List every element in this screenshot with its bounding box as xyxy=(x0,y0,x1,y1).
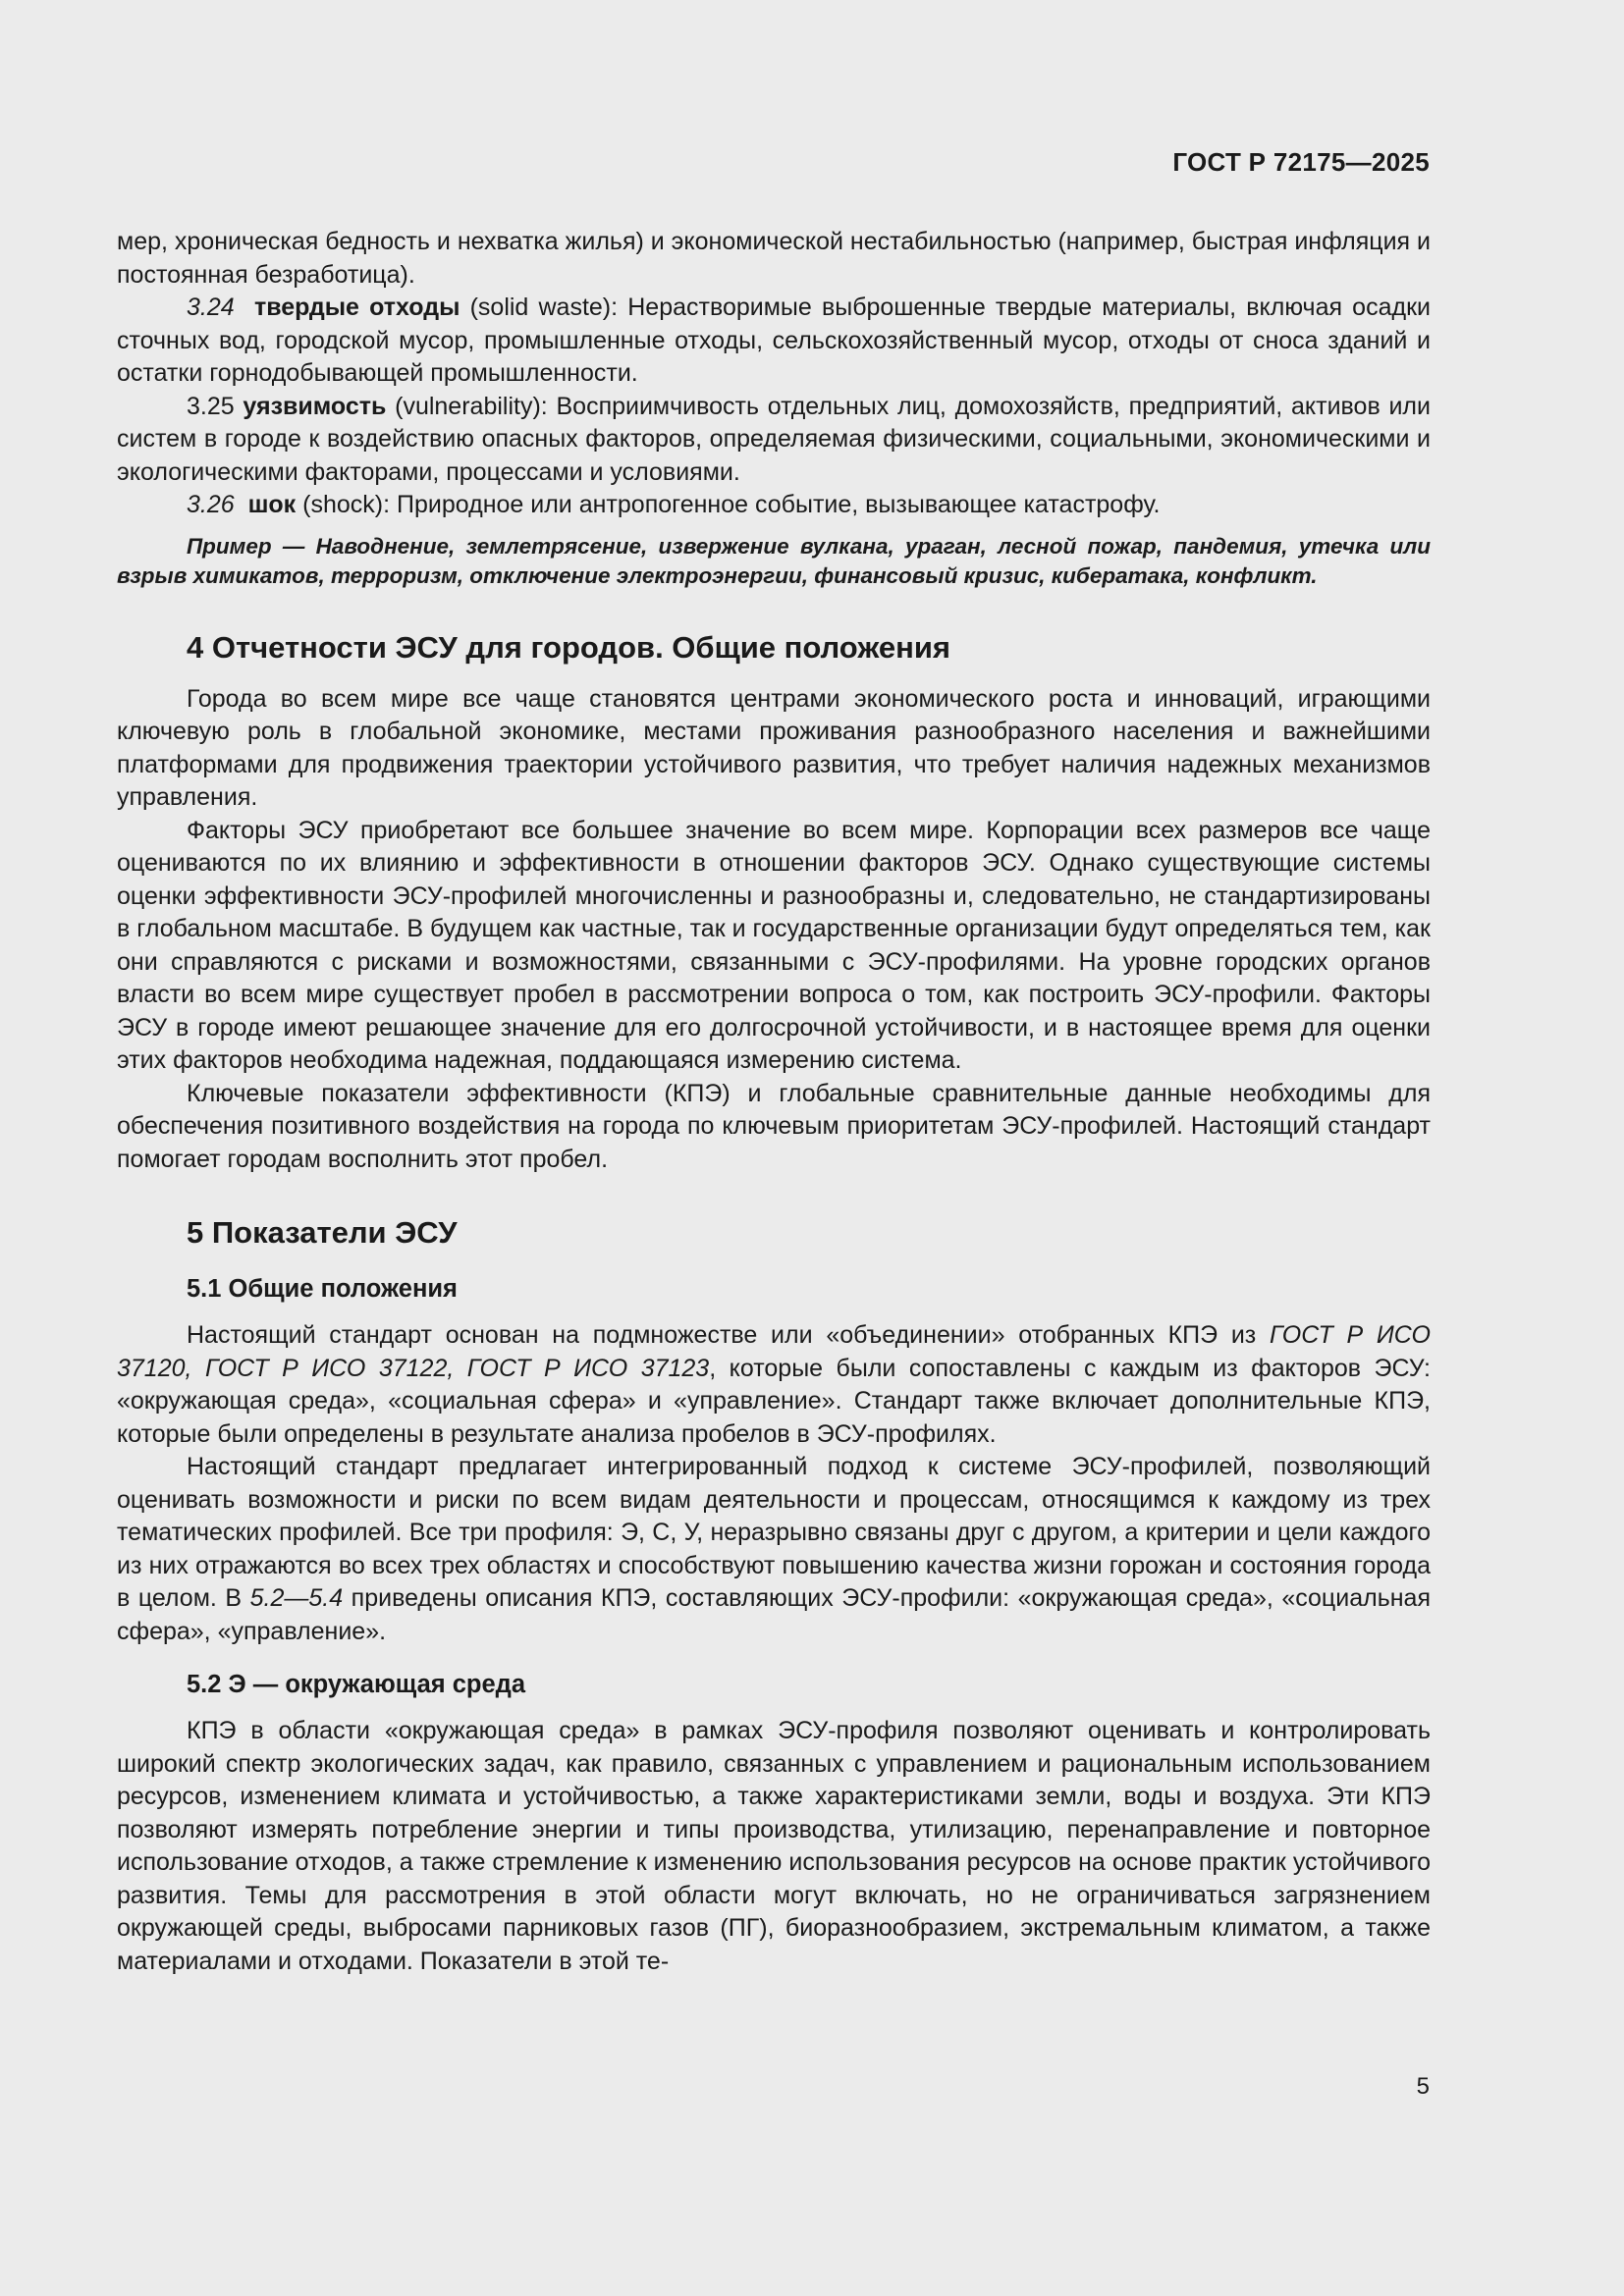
section-4-heading: 4 Отчетности ЭСУ для городов. Общие положения xyxy=(187,629,951,665)
definition-number: 3.25 xyxy=(187,392,235,420)
definition-text: Восприимчивость отдельных лиц, домохозяйств, предприятий, активов или систем в городе к воздействию опасных факторов, определяемая физическими, социальными, экономическими и экологическими факторами, процессами и условиями. xyxy=(117,392,1431,486)
subsection-5-2-heading: 5.2 Э — окружающая среда xyxy=(187,1671,526,1698)
definition-english: (solid waste): xyxy=(469,294,619,321)
paragraph-text: Настоящий стандарт предлагает интегрированный подход к системе ЭСУ-профилей, позволяющий оценивать возможности и риски по всем видам деятельности и процессам, относящимся к каждому из трех тематических профилей. Все три профиля: Э, С, У, неразрывно связаны друг с другом, а критерии и цели каждого из них отражаются во всех трех областях и способствуют повышению качества жизни горожан и состояния города в целом. В xyxy=(117,1453,1431,1612)
definition-3-26 xyxy=(117,489,1431,522)
subsection-5-1-paragraph-2 xyxy=(117,1451,1431,1648)
paragraph-text: Настоящий стандарт основан на подмножестве или «объединении» отобранных КПЭ из xyxy=(187,1321,1257,1349)
definition-text: Природное или антропогенное событие, вызывающее катастрофу. xyxy=(397,491,1161,518)
section-4-paragraph-1: Города во всем мире все чаще становятся центрами экономического роста и инноваций, играющими ключевую роль в глобальной экономике, местами проживания разнообразного населения и важнейшими платформами для продвижения траектории устойчивого развития, что требует наличия надежных механизмов управления. xyxy=(117,684,1431,811)
document-body xyxy=(117,226,1431,1978)
standard-references: ГОСТ Р ИСО 37120, ГОСТ Р ИСО 37122, ГОСТ Р ИСО 37123 xyxy=(117,1321,1431,1382)
definition-3-25 xyxy=(117,391,1431,490)
section-4-paragraph-2: Факторы ЭСУ приобретают все большее значение во всем мире. Корпорации всех размеров все чаще оцениваются по их влиянию и эффективности в отношении факторов ЭСУ. Однако существующие системы оценки эффективности ЭСУ-профилей многочисленны и разнообразны и, следовательно, не стандартизированы в глобальном масштабе. В будущем как частные, так и государственные организации будут определяться тем, как они справляются с рисками и возможностями, связанными с ЭСУ-профилями. На уровне городских органов власти во всем мире существует пробел в рассмотрении вопроса о том, как построить ЭСУ-профили. Факторы ЭСУ в городе имеют решающее значение для его долгосрочной устойчивости, и в настоящее время для оценки этих факторов необходима надежная, поддающаяся измерению система. xyxy=(117,816,1431,1074)
paragraph-text: приведены описания КПЭ, составляющих ЭСУ-профили: «окружающая среда», «социальная сфера», «управление». xyxy=(117,1584,1431,1645)
definition-text: Нерастворимые выброшенные твердые материалы, включая осадки сточных вод, городской мусор, промышленные отходы, сельскохозяйственный мусор, отходы от сноса зданий и остатки горнодобывающей промышленности. xyxy=(117,294,1431,387)
definition-english: (vulnerability): xyxy=(395,392,548,420)
definition-term: твердые отходы xyxy=(253,294,460,321)
subsection-5-1-paragraph-1 xyxy=(117,1319,1431,1451)
clause-reference: 5.2—5.4 xyxy=(249,1584,344,1612)
definition-number: 3.26 xyxy=(187,491,235,518)
definition-term: шок xyxy=(247,491,297,518)
subsection-5-2-paragraph-1: КПЭ в области «окружающая среда» в рамках ЭСУ-профиля позволяют оценивать и контролировать широкий спектр экологических задач, как правило, связанных с управлением и рациональным использованием ресурсов, изменением климата и устойчивостью, а также характеристиками земли, воды и воздуха. Эти КПЭ позволяют измерять потребление энергии и типы производства, утилизацию, перенаправление и повторное использование отходов, а также стремление к изменению использования ресурсов на основе практик устойчивого развития. Темы для рассмотрения в этой области могут включать, но не ограничиваться загрязнением окружающей среды, выбросами парниковых газов (ПГ), биоразнообразием, экстремальным климатом, а также материалами и отходами. Показатели в этой те- xyxy=(117,1717,1431,1975)
section-5-heading: 5 Показатели ЭСУ xyxy=(187,1215,458,1250)
definition-number: 3.24 xyxy=(187,294,235,321)
example-note: Пример — Наводнение, землетрясение, извержение вулкана, ураган, лесной пожар, пандемия, утечка или взрыв химикатов, терроризм, отключение электроэнергии, финансовый кризис, кибератака, конфликт. xyxy=(117,533,1431,588)
page-number: 5 xyxy=(1416,2073,1430,2100)
definition-english: (shock): xyxy=(302,491,391,518)
continued-paragraph: мер, хроническая бедность и нехватка жилья) и экономической нестабильностью (например, быстрая инфляция и постоянная безработица). xyxy=(117,228,1431,289)
subsection-5-1-heading: 5.1 Общие положения xyxy=(187,1275,458,1303)
section-4-paragraph-3: Ключевые показатели эффективности (КПЭ) и глобальные сравнительные данные необходимы для обеспечения позитивного воздействия на города по ключевым приоритетам ЭСУ-профилей. Настоящий стандарт помогает городам восполнить этот пробел. xyxy=(117,1079,1431,1173)
definition-3-24 xyxy=(117,292,1431,391)
definition-term: уязвимость xyxy=(243,392,387,420)
paragraph-text: , которые были сопоставлены с каждым из факторов ЭСУ: «окружающая среда», «социальная сфера» и «управление». Стандарт также включает дополнительные КПЭ, которые были определены в результате анализа пробелов в ЭСУ-профилях. xyxy=(117,1354,1431,1448)
document-code-header: ГОСТ Р 72175—2025 xyxy=(1172,147,1430,177)
